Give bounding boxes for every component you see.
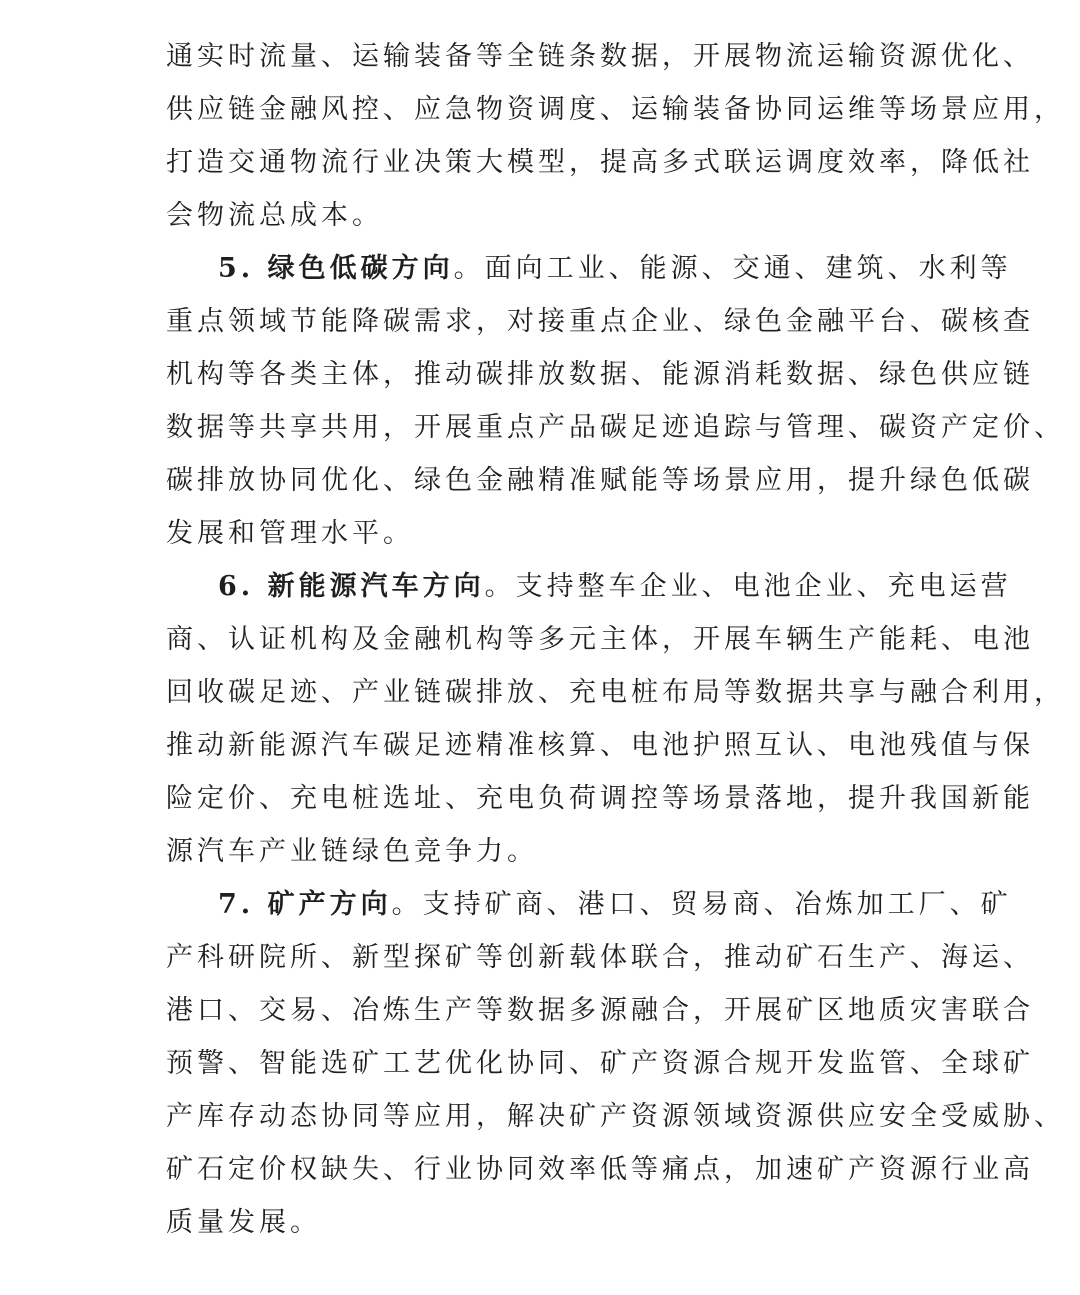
text-line: 险定价、充电桩选址、充电负荷调控等场景落地，提升我国新能 [166, 783, 1034, 814]
section-heading-line [218, 888, 1012, 922]
text-line: 产库存动态协同等应用，解决矿产资源领域资源供应安全受威胁、 [166, 1101, 1065, 1132]
text-line: 推动新能源汽车碳足迹精准核算、电池护照互认、电池残值与保 [166, 730, 1034, 761]
section-heading-line [218, 252, 1012, 286]
text-line: 数据等共享共用，开展重点产品碳足迹追踪与管理、碳资产定价、 [166, 412, 1065, 443]
text-line: 机构等各类主体，推动碳排放数据、能源消耗数据、绿色供应链 [166, 359, 1034, 390]
text-line: 港口、交易、冶炼生产等数据多源融合，开展矿区地质灾害联合 [166, 995, 1034, 1026]
text-line: 重点领域节能降碳需求，对接重点企业、绿色金融平台、碳核查 [166, 306, 1034, 337]
text-line: 预警、智能选矿工艺优化协同、矿产资源合规开发监管、全球矿 [166, 1048, 1034, 1079]
text-line: 质量发展。 [166, 1207, 321, 1238]
section-heading-text: 。面向工业、能源、交通、建筑、水利等 [453, 253, 1012, 284]
section-heading-text: 。支持整车企业、电池企业、充电运营 [484, 571, 1012, 602]
text-line: 供应链金融风控、应急物资调度、运输装备协同运维等场景应用， [166, 94, 1065, 125]
text-line: 矿石定价权缺失、行业协同效率低等痛点，加速矿产资源行业高 [166, 1154, 1034, 1185]
section-heading-text: 。支持矿商、港口、贸易商、冶炼加工厂、矿 [391, 889, 1012, 920]
text-line: 碳排放协同优化、绿色金融精准赋能等场景应用，提升绿色低碳 [166, 465, 1034, 496]
text-line: 打造交通物流行业决策大模型，提高多式联运调度效率，降低社 [166, 147, 1034, 178]
section-heading: 5. 绿色低碳方向 [218, 253, 454, 284]
text-line: 通实时流量、运输装备等全链条数据，开展物流运输资源优化、 [166, 41, 1034, 72]
text-line: 发展和管理水平。 [166, 518, 414, 549]
text-line: 会物流总成本。 [166, 200, 383, 231]
section-heading: 6. 新能源汽车方向 [218, 571, 485, 602]
text-line: 回收碳足迹、产业链碳排放、充电桩布局等数据共享与融合利用， [166, 677, 1065, 708]
text-line: 商、认证机构及金融机构等多元主体，开展车辆生产能耗、电池 [166, 624, 1034, 655]
section-heading: 7. 矿产方向 [218, 889, 392, 920]
section-heading-line [218, 570, 1012, 604]
text-line: 源汽车产业链绿色竞争力。 [166, 836, 538, 867]
text-line: 产科研院所、新型探矿等创新载体联合，推动矿石生产、海运、 [166, 942, 1034, 973]
